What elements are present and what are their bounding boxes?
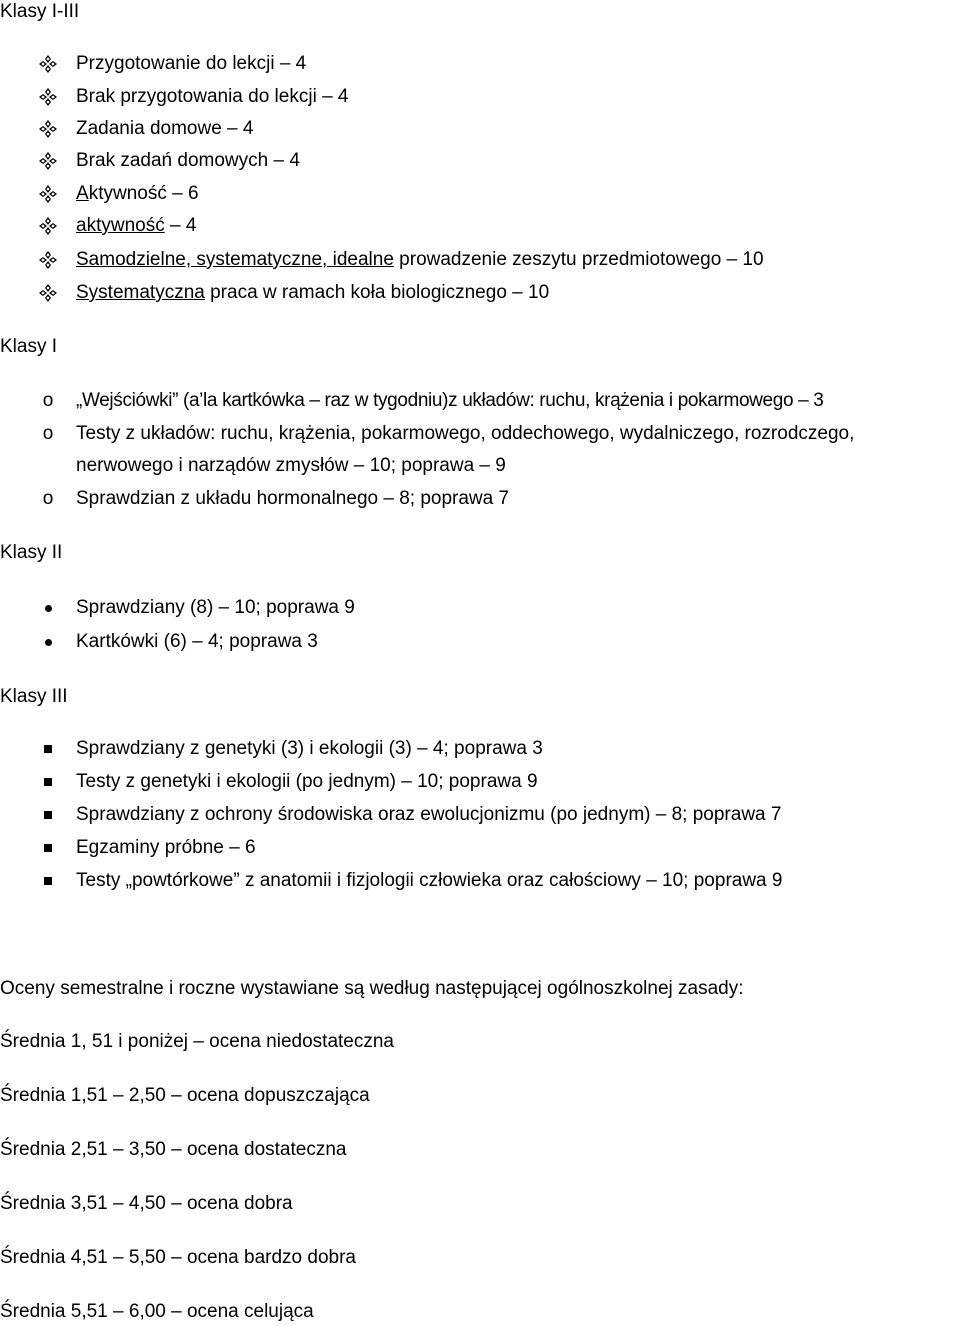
four-diamond-bullet-icon xyxy=(37,182,59,206)
filled-dot-bullet-icon xyxy=(37,596,59,620)
list-item: Sprawdziany (8) – 10; poprawa 9 xyxy=(76,597,355,618)
heading-klasy-1: Klasy I xyxy=(0,336,58,357)
list-item: Systematyczna praca w ramach koła biologicznego – 10 xyxy=(76,282,550,303)
filled-square-bullet-icon xyxy=(37,737,59,761)
list-item: Przygotowanie do lekcji – 4 xyxy=(76,53,307,74)
grading-rule: Średnia 3,51 – 4,50 – ocena dobra xyxy=(0,1193,293,1214)
list-item: Testy z układów: ruchu, krążenia, pokarmowego, oddechowego, wydalniczego, rozrodczego, xyxy=(76,423,855,444)
hollow-circle-bullet-icon: o xyxy=(42,390,54,411)
list-item: Sprawdzian z układu hormonalnego – 8; poprawa 7 xyxy=(76,488,510,509)
four-diamond-bullet-icon xyxy=(37,52,59,76)
list-item: Brak zadań domowych – 4 xyxy=(76,150,300,171)
four-diamond-bullet-icon xyxy=(37,281,59,305)
heading-klasy-3: Klasy III xyxy=(0,686,68,707)
four-diamond-bullet-icon xyxy=(37,149,59,173)
list-item: Sprawdziany z genetyki (3) i ekologii (3) – 4; poprawa 3 xyxy=(76,738,543,759)
filled-square-bullet-icon xyxy=(37,836,59,860)
list-item: aktywność – 4 xyxy=(76,215,197,236)
four-diamond-bullet-icon xyxy=(37,117,59,141)
list-item: Zadania domowe – 4 xyxy=(76,118,254,139)
filled-square-bullet-icon xyxy=(37,770,59,794)
list-item: „Wejściówki” (a’la kartkówka – raz w tygodniu)z układów: ruchu, krążenia i pokarmowego – 3 xyxy=(76,390,824,411)
grading-rule: Średnia 2,51 – 3,50 – ocena dostateczna xyxy=(0,1139,347,1160)
hollow-circle-bullet-icon: o xyxy=(42,488,54,509)
list-item: Sprawdziany z ochrony środowiska oraz ewolucjonizmu (po jednym) – 8; poprawa 7 xyxy=(76,804,782,825)
filled-square-bullet-icon xyxy=(37,869,59,893)
list-item: Egzaminy próbne – 6 xyxy=(76,837,256,858)
list-item: Brak przygotowania do lekcji – 4 xyxy=(76,86,349,107)
list-item: Testy „powtórkowe” z anatomii i fizjologii człowieka oraz całościowy – 10; poprawa 9 xyxy=(76,870,783,891)
grading-rule: Średnia 1,51 – 2,50 – ocena dopuszczająca xyxy=(0,1085,370,1106)
filled-square-bullet-icon xyxy=(37,803,59,827)
filled-dot-bullet-icon xyxy=(37,630,59,654)
heading-klasy-2: Klasy II xyxy=(0,542,63,563)
list-item: Testy z genetyki i ekologii (po jednym) – 10; poprawa 9 xyxy=(76,771,538,792)
list-item: Aktywność – 6 xyxy=(76,183,199,204)
list-item: Samodzielne, systematyczne, idealne prowadzenie zeszytu przedmiotowego – 10 xyxy=(76,249,764,270)
hollow-circle-bullet-icon: o xyxy=(42,423,54,444)
grading-intro: Oceny semestralne i roczne wystawiane są według następującej ogólnoszkolnej zasady: xyxy=(0,978,744,999)
four-diamond-bullet-icon xyxy=(37,85,59,109)
grading-rule: Średnia 1, 51 i poniżej – ocena niedostateczna xyxy=(0,1031,394,1052)
list-item-continuation: nerwowego i narządów zmysłów – 10; poprawa – 9 xyxy=(76,455,506,476)
four-diamond-bullet-icon xyxy=(37,248,59,272)
heading-klasy-1-3: Klasy I-III xyxy=(0,1,80,22)
four-diamond-bullet-icon xyxy=(37,214,59,238)
grading-rule: Średnia 5,51 – 6,00 – ocena celująca xyxy=(0,1301,314,1322)
list-item: Kartkówki (6) – 4; poprawa 3 xyxy=(76,631,318,652)
grading-rule: Średnia 4,51 – 5,50 – ocena bardzo dobra xyxy=(0,1247,356,1268)
